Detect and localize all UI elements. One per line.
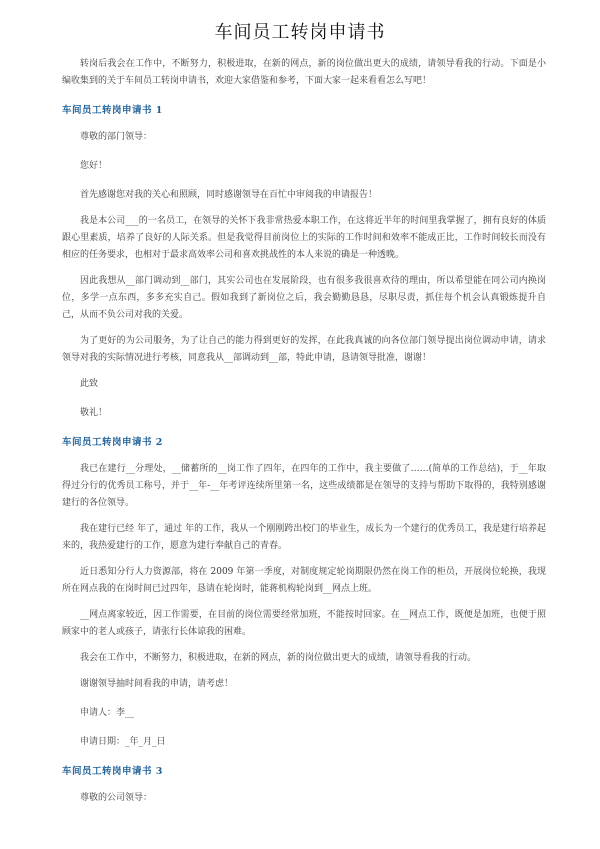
intro-paragraph: 转岗后我会在工作中，不断努力，积极进取，在新的网点，新的岗位做出更大的成绩，请领导看我的行动。下面是小编收集到的关于车间员工转岗申请书，欢迎大家借鉴和参考，下面大家一起来看看怎么写吧！: [62, 59, 546, 86]
closing-zhici: 此致: [80, 379, 99, 389]
section2-paragraph-6: 谢谢领导抽时间看我的申请，请考虑！: [80, 679, 234, 689]
section1-paragraph-1: 首先感谢您对我的关心和照顾，同时感谢领导在百忙中审阅我的申请报告！: [80, 190, 378, 200]
applicant-line: 申请人：李__: [80, 708, 135, 718]
section2-paragraph-4: __网点离家较近，因工作需要，在目前的岗位需要经常加班，不能按时回家。在__网点工作，既便是加班，也便于照顾家中的老人或孩子，请张行长体谅我的困难。: [62, 610, 546, 637]
greeting-3: 尊敬的公司领导：: [80, 793, 153, 803]
section-heading-3: 车间员工转岗申请书 3: [62, 766, 163, 777]
section2-paragraph-1: 我已在建行__分理处，__储蓄所的__岗工作了四年，在四年的工作中，我主要做了……(简单的工作总结)，于__年取得过分行的优秀员工称号，并于__年-__年考评连续所里第一名，这些成绩都是在领导的支持与帮助下取得的，我特别感谢建行的各位领导。: [62, 464, 546, 508]
closing-jingli: 敬礼！: [80, 408, 108, 418]
section2-paragraph-3: 近日悉知分行人力资源部，将在 2009 年第一季度，对制度规定轮岗期限仍然在岗工作的柜员，开展岗位轮换，我现所在网点我的在岗时间已过四年，恳请在轮岗时，能蒋机构轮岗到__网点上班。: [62, 567, 546, 594]
section-heading-2: 车间员工转岗申请书 2: [62, 437, 163, 448]
section2-paragraph-2: 我在建行已经 年了，通过 年的工作，我从一个刚刚跨出校门的毕业生，成长为一个建行的优秀员工，我是建行培养起来的，我热爱建行的工作，愿意为建行奉献自己的青春。: [62, 524, 546, 551]
section1-paragraph-2: 我是本公司___的一名员工，在领导的关怀下我非常热爱本职工作，在这将近半年的时间里我掌握了，拥有良好的体质跟心里素质，培养了良好的人际关系。但是我觉得目前岗位上的实际的工作时间和效率不能成正比，工作时间较长而没有相应的任务要求，也相对于最求高效率公司和喜欢挑战性的本人来说的确是一种透晚。: [62, 216, 546, 260]
section-heading-1: 车间员工转岗申请书 1: [62, 105, 163, 116]
section2-paragraph-5: 我会在工作中，不断努力，积极进取，在新的网点，新的岗位做出更大的成绩，请领导看我的行动。: [80, 653, 477, 663]
application-date-line: 申请日期：_年_月_日: [80, 737, 166, 747]
salutation-1: 您好！: [80, 161, 108, 171]
document-title: 车间员工转岗申请书: [214, 22, 386, 43]
section1-paragraph-4: 为了更好的为公司服务，为了让自己的能力得到更好的发挥，在此我真诚的向各位部门领导提出岗位调动申请，请求领导对我的实际情况进行考核，同意我从__部调动到__部，特此申请，恳请领导批准，谢谢！: [62, 336, 546, 363]
document-body: [62, 56, 546, 816]
section1-paragraph-3: 因此我想从__部门调动到__部门，其实公司也在发展阶段，也有很多我很喜欢待的理由，所以希望能在同公司内换岗位，多学一点东西，多多充实自己。假如我到了新岗位之后，我会勤勤恳恳，尽职尽责，抓住每个机会认真锻炼提升自己，从而不负公司对我的关爱。: [62, 276, 546, 320]
greeting-1: 尊敬的部门领导：: [80, 132, 153, 142]
